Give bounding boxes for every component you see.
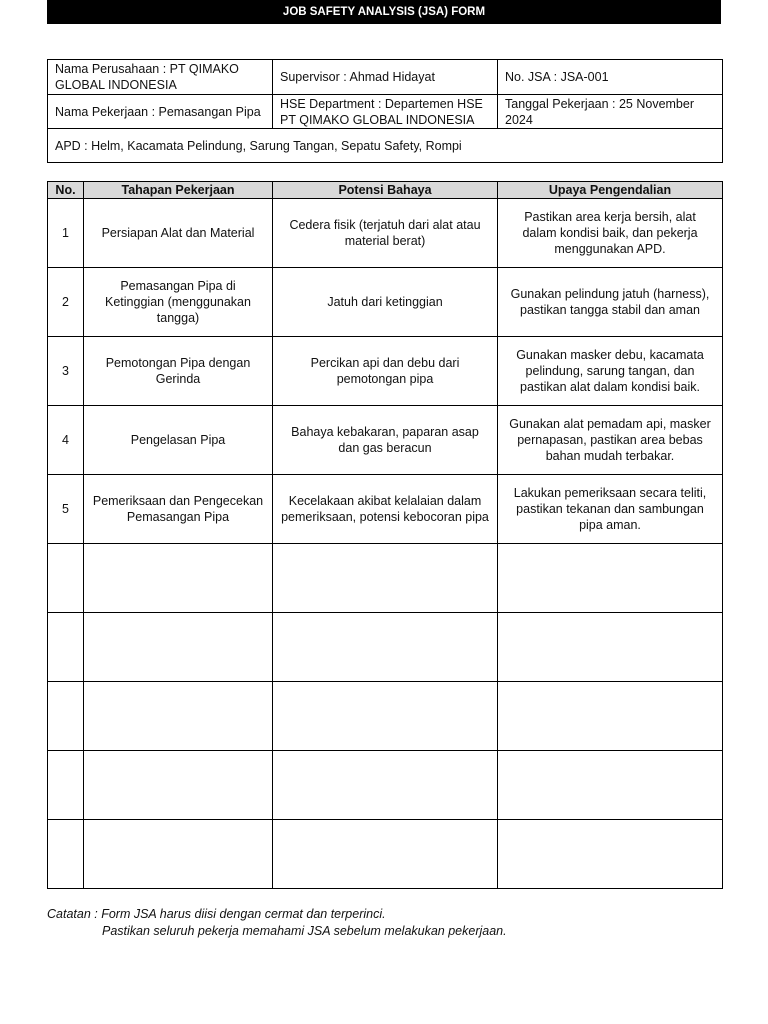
table-row <box>48 406 723 475</box>
jsa-number-field: No. JSA : JSA-001 <box>498 60 723 95</box>
row-number <box>48 682 84 751</box>
row-step <box>84 751 273 820</box>
job-name-field: Nama Pekerjaan : Pemasangan Pipa <box>48 95 273 129</box>
row-hazard <box>273 820 498 889</box>
jsa-table <box>47 181 723 889</box>
row-control: Gunakan masker debu, kacamata pelindung, sarung tangan, dan pastikan alat dalam kondisi baik. <box>498 337 723 406</box>
row-control: Lakukan pemeriksaan secara teliti, pastikan tekanan dan sambungan pipa aman. <box>498 475 723 544</box>
table-row <box>48 475 723 544</box>
form-title: JOB SAFETY ANALYSIS (JSA) FORM <box>47 0 721 24</box>
apd-field: APD : Helm, Kacamata Pelindung, Sarung Tangan, Sepatu Safety, Rompi <box>48 129 723 163</box>
hse-department-field: HSE Department : Departemen HSE PT QIMAKO GLOBAL INDONESIA <box>273 95 498 129</box>
company-field: Nama Perusahaan : PT QIMAKO GLOBAL INDONESIA <box>48 60 273 95</box>
row-number: 3 <box>48 337 84 406</box>
row-number <box>48 820 84 889</box>
row-hazard: Jatuh dari ketinggian <box>273 268 498 337</box>
row-hazard <box>273 682 498 751</box>
row-hazard: Kecelakaan akibat kelalaian dalam pemeriksaan, potensi kebocoran pipa <box>273 475 498 544</box>
row-step: Persiapan Alat dan Material <box>84 199 273 268</box>
row-step: Pengelasan Pipa <box>84 406 273 475</box>
note-line-1: Catatan : Form JSA harus diisi dengan cermat dan terperinci. <box>47 907 386 921</box>
header-control: Upaya Pengendalian <box>498 182 723 199</box>
row-control: Pastikan area kerja bersih, alat dalam kondisi baik, dan pekerja menggunakan APD. <box>498 199 723 268</box>
row-step: Pemotongan Pipa dengan Gerinda <box>84 337 273 406</box>
notes <box>47 906 507 940</box>
row-number: 5 <box>48 475 84 544</box>
row-step <box>84 820 273 889</box>
table-row <box>48 544 723 613</box>
row-control <box>498 682 723 751</box>
row-number: 4 <box>48 406 84 475</box>
row-number <box>48 544 84 613</box>
row-number <box>48 751 84 820</box>
row-hazard <box>273 544 498 613</box>
header-hazard: Potensi Bahaya <box>273 182 498 199</box>
row-control <box>498 820 723 889</box>
row-control <box>498 751 723 820</box>
table-row <box>48 337 723 406</box>
row-number <box>48 613 84 682</box>
note-line-2: Pastikan seluruh pekerja memahami JSA sebelum melakukan pekerjaan. <box>102 924 507 938</box>
table-row <box>48 751 723 820</box>
table-row <box>48 268 723 337</box>
table-row <box>48 682 723 751</box>
row-number: 1 <box>48 199 84 268</box>
row-hazard: Bahaya kebakaran, paparan asap dan gas beracun <box>273 406 498 475</box>
row-hazard <box>273 751 498 820</box>
header-step: Tahapan Pekerjaan <box>84 182 273 199</box>
row-step: Pemasangan Pipa di Ketinggian (menggunakan tangga) <box>84 268 273 337</box>
row-control <box>498 613 723 682</box>
table-row <box>48 613 723 682</box>
job-date-field: Tanggal Pekerjaan : 25 November 2024 <box>498 95 723 129</box>
row-step <box>84 682 273 751</box>
table-row <box>48 820 723 889</box>
row-hazard <box>273 613 498 682</box>
table-row <box>48 199 723 268</box>
row-step <box>84 544 273 613</box>
row-control <box>498 544 723 613</box>
row-step <box>84 613 273 682</box>
row-step: Pemeriksaan dan Pengecekan Pemasangan Pipa <box>84 475 273 544</box>
header-no: No. <box>48 182 84 199</box>
row-hazard: Percikan api dan debu dari pemotongan pipa <box>273 337 498 406</box>
row-hazard: Cedera fisik (terjatuh dari alat atau material berat) <box>273 199 498 268</box>
row-number: 2 <box>48 268 84 337</box>
row-control: Gunakan pelindung jatuh (harness), pastikan tangga stabil dan aman <box>498 268 723 337</box>
supervisor-field: Supervisor : Ahmad Hidayat <box>273 60 498 95</box>
info-table <box>47 59 723 163</box>
row-control: Gunakan alat pemadam api, masker pernapasan, pastikan area bebas bahan mudah terbakar. <box>498 406 723 475</box>
